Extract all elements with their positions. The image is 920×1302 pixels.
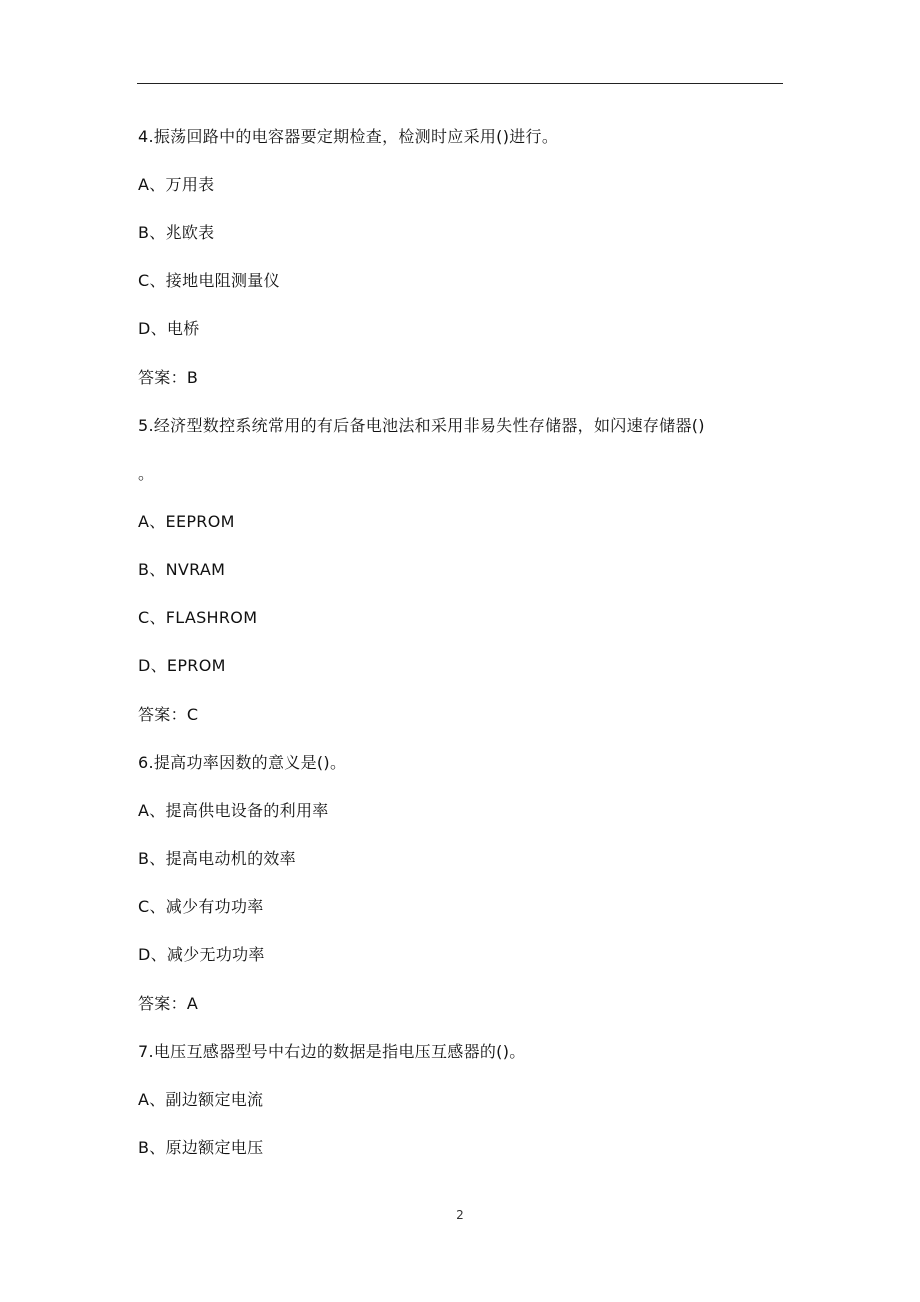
header-rule — [137, 83, 783, 84]
question-6-option-b: B、提高电动机的效率 — [138, 849, 296, 868]
question-7-option-b: B、原边额定电压 — [138, 1138, 264, 1157]
question-4-option-a: A、万用表 — [138, 175, 215, 194]
question-6-option-a: A、提高供电设备的利用率 — [138, 801, 329, 820]
question-4-option-d: D、电桥 — [138, 319, 200, 338]
question-7-stem: 7.电压互感器型号中右边的数据是指电压互感器的()。 — [138, 1042, 526, 1061]
page-number: 2 — [456, 1208, 464, 1222]
question-5-option-b: B、NVRAM — [138, 560, 226, 579]
question-5-answer: 答案：C — [138, 705, 199, 724]
question-6-option-c: C、减少有功功率 — [138, 897, 264, 916]
question-5-stem-continuation: 。 — [138, 464, 155, 483]
question-7-option-a: A、副边额定电流 — [138, 1090, 264, 1109]
question-4-option-c: C、接地电阻测量仪 — [138, 271, 280, 290]
question-6-stem: 6.提高功率因数的意义是()。 — [138, 753, 347, 772]
question-6-option-d: D、减少无功功率 — [138, 945, 265, 964]
question-5-option-d: D、EPROM — [138, 656, 226, 675]
question-5-option-c: C、FLASHROM — [138, 608, 258, 627]
question-5-stem: 5.经济型数控系统常用的有后备电池法和采用非易失性存储器，如闪速存储器() — [138, 416, 705, 435]
question-4-answer: 答案：B — [138, 368, 199, 387]
question-4-option-b: B、兆欧表 — [138, 223, 215, 242]
question-6-answer: 答案：A — [138, 994, 199, 1013]
question-4-stem: 4.振荡回路中的电容器要定期检查，检测时应采用()进行。 — [138, 127, 559, 146]
question-5-option-a: A、EEPROM — [138, 512, 235, 531]
